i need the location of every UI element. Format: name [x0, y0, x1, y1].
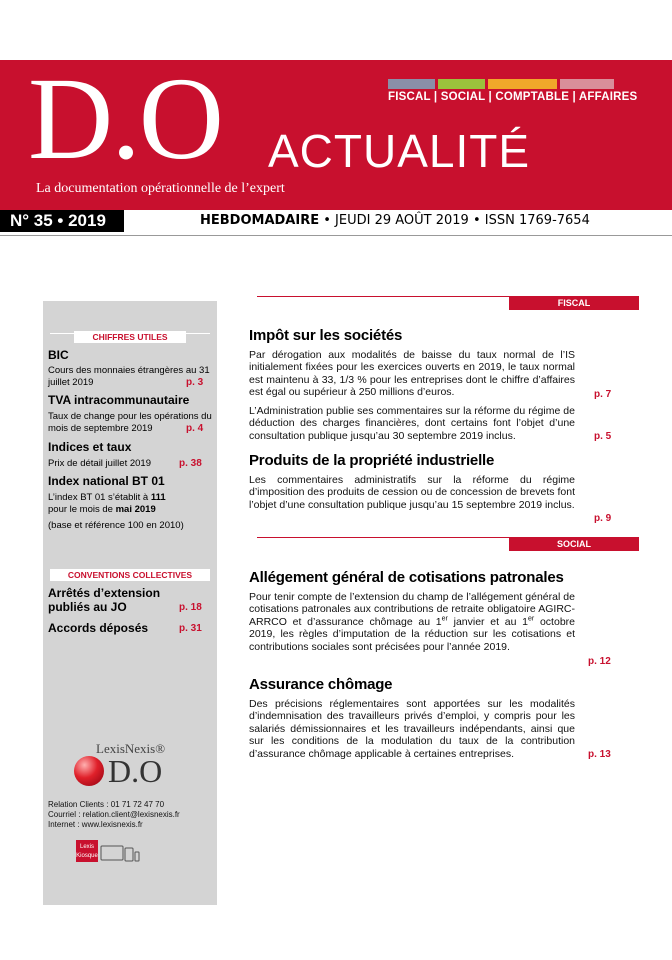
- sidebar-item-text: Taux de change pour les opérations du mois de septembre 2019: [48, 411, 212, 434]
- category-labels: FISCAL | SOCIAL | COMPTABLE | AFFAIRES: [388, 91, 638, 103]
- sidebar-item-title: BIC: [48, 348, 69, 362]
- logo-lexisnexis-text: LexisNexis®: [96, 741, 166, 756]
- article-paragraph: Pour tenir compte de l’extension du champ de l’allégement général de cotisations patronales aux contributions de retraite obligatoire AGIRC-ARRCO et d’assurance chômage au 1er janvier et au 1er octobre 2019, les règles d’imputation de la réduction sur les cotisations et contributions sociales sont précisées pour l’année 2019.: [249, 591, 575, 653]
- lexisnexis-logo-icon: [74, 756, 104, 786]
- article-page-ref[interactable]: p. 9: [594, 513, 612, 524]
- social-section-tag: SOCIAL: [509, 537, 639, 551]
- masthead-title-actualite: ACTUALITÉ: [268, 125, 531, 177]
- masthead-tagline: La documentation opérationnelle de l’expert: [36, 181, 285, 196]
- sidebar-item-note: (base et référence 100 en 2010): [48, 520, 184, 531]
- devices-icon: [100, 843, 140, 863]
- issue-issn: ISSN 1769-7654: [484, 213, 590, 228]
- article-paragraph: Les commentaires administratifs sur la réforme du régime d’imposition des produits de cession ou de concession de brevets font l’objet d’une consultation publique jusqu’au 15 septembre 2019 inclus.: [249, 474, 575, 511]
- sidebar-item-title: Index national BT 01: [48, 474, 165, 488]
- issue-info: HEBDOMADAIRE • JEUDI 29 AOÛT 2019 • ISSN 1769-7654: [200, 213, 590, 228]
- article-title: Produits de la propriété industrielle: [249, 452, 495, 469]
- contact-phone: Relation Clients : 01 71 72 47 70: [48, 800, 165, 809]
- category-bar-fiscal: [388, 79, 435, 89]
- sidebar-item-title: Accords déposés: [48, 621, 149, 635]
- sidebar-item-page[interactable]: p. 31: [179, 623, 202, 634]
- category-bar-affaires: [560, 79, 614, 89]
- category-bar-comptable: [488, 79, 557, 89]
- fiscal-section-tag: FISCAL: [509, 296, 639, 310]
- issue-date: JEUDI 29 AOÛT 2019: [335, 213, 469, 228]
- issue-number: N° 35 • 2019: [0, 210, 124, 232]
- header-divider: [0, 235, 672, 236]
- sidebar-item-text: L’index BT 01 s’établit à 111 pour le mois de mai 2019: [48, 492, 166, 515]
- article-page-ref[interactable]: p. 12: [588, 656, 611, 667]
- category-color-bars: [388, 79, 614, 89]
- masthead-title-do: D.O: [28, 53, 222, 184]
- article-paragraph: Des précisions réglementaires sont apportées sur les modalités d’indemnisation des travailleurs privés d’emploi, y compris pour les salariés démissionnaires et les travailleurs indépendants, ainsi que sur les conditions de la modulation du taux de la contribution d’assurance chômage applicable à certaines entreprises.: [249, 698, 575, 760]
- sidebar-item-title: TVA intracommunautaire: [48, 393, 190, 407]
- category-bar-social: [438, 79, 485, 89]
- sidebar-item-page[interactable]: p. 4: [186, 423, 204, 434]
- sidebar-item-page[interactable]: p. 38: [179, 458, 202, 469]
- article-title: Allégement général de cotisations patronales: [249, 569, 564, 586]
- conventions-collectives-heading: CONVENTIONS COLLECTIVES: [43, 565, 217, 583]
- lexis-kiosque-icon: Lexis Kiosque: [76, 840, 98, 862]
- sidebar-item-page[interactable]: p. 3: [186, 377, 204, 388]
- contact-info: [48, 800, 180, 830]
- article-title: Assurance chômage: [249, 676, 393, 693]
- issue-frequency: HEBDOMADAIRE: [200, 213, 320, 228]
- chiffres-utiles-heading: CHIFFRES UTILES: [43, 327, 217, 345]
- sidebar-item-title: Arrêtés d’extension publiés au JO: [48, 586, 161, 614]
- sidebar-item-text: Cours des monnaies étrangères au 31 juillet 2019: [48, 365, 210, 388]
- sidebar-item-page[interactable]: p. 18: [179, 602, 202, 613]
- logo-do-text: D.O: [108, 753, 163, 789]
- contact-email[interactable]: Courriel : relation.client@lexisnexis.fr: [48, 810, 180, 819]
- article-paragraph: L’Administration publie ses commentaires sur la réforme du régime de déduction des charges financières, dont certains font l’objet d’une consultation publique jusqu’au 30 septembre 2019 inclus.: [249, 405, 575, 442]
- article-paragraph: Par dérogation aux modalités de baisse du taux normal de l’IS initialement fixées pour les exercices ouverts en 2019, le taux normal est maintenu à 33, 1/3 % pour les entreprises dont le chiffre d’affaires est égal ou supérieur à 250 millions d’euros.: [249, 349, 575, 399]
- article-page-ref[interactable]: p. 5: [594, 431, 612, 442]
- article-page-ref[interactable]: p. 13: [588, 749, 611, 760]
- contact-website[interactable]: Internet : www.lexisnexis.fr: [48, 820, 143, 829]
- sidebar-item-text: Prix de détail juillet 2019: [48, 458, 151, 469]
- article-title: Impôt sur les sociétés: [249, 327, 403, 344]
- sidebar-item-title: Indices et taux: [48, 440, 132, 454]
- article-page-ref[interactable]: p. 7: [594, 389, 612, 400]
